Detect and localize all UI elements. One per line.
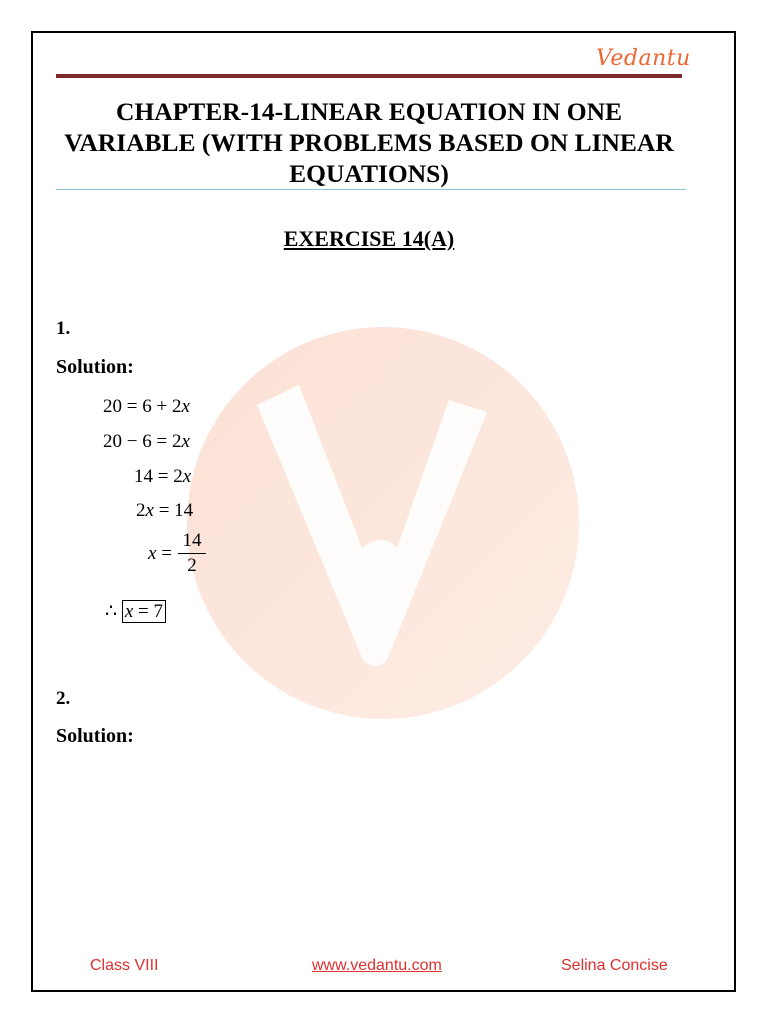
answer-box: x = 7 (122, 600, 166, 623)
title-line: VARIABLE (WITH PROBLEMS BASED ON LINEAR (64, 128, 674, 157)
equation-step-4: 2x = 14 (136, 500, 194, 521)
question-number: 1. (56, 318, 71, 339)
footer-book: Selina Concise (561, 957, 668, 974)
title-divider (56, 189, 686, 190)
fraction-denominator: 2 (187, 555, 197, 576)
fraction-numerator: 14 (182, 530, 202, 551)
therefore-icon: ∴ (105, 601, 118, 622)
title-line: EQUATIONS) (289, 159, 449, 188)
vedantu-logo: Vedantu (596, 46, 691, 71)
header-divider (56, 74, 682, 78)
equation-step-1: 20 = 6 + 2x (103, 396, 190, 417)
exercise-heading: EXERCISE 14(A) (283, 226, 455, 251)
final-answer (105, 600, 166, 623)
footer-website-link[interactable]: www.vedantu.com (312, 957, 442, 974)
solution-label: Solution: (56, 725, 134, 747)
equation-step-2: 20 − 6 = 2x (103, 431, 190, 452)
equation-step-3: 14 = 2x (134, 466, 192, 487)
equation-step-5: x = (148, 543, 172, 564)
question-number: 2. (56, 688, 71, 709)
vedantu-watermark-icon (187, 300, 579, 746)
solution-label: Solution: (56, 356, 134, 378)
fraction-bar (178, 553, 206, 554)
title-line: CHAPTER-14-LINEAR EQUATION IN ONE (115, 97, 623, 126)
page-title (56, 96, 682, 189)
footer-class: Class VIII (90, 957, 159, 974)
fraction (172, 530, 212, 577)
